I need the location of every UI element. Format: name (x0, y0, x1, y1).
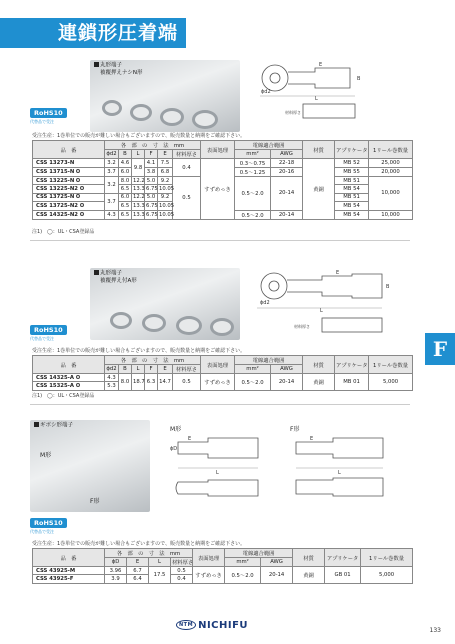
svg-text:B: B (357, 76, 361, 82)
svg-text:E: E (310, 436, 314, 442)
order-note: 受注生産：1巻単位での販売が難しい場合もございますので、販売数量と納期をご確認下さい。 (32, 348, 246, 354)
rohs-badge: RoHS10 代替品で受注 (30, 108, 67, 125)
svg-text:L: L (320, 308, 323, 314)
square-bullet-icon (94, 270, 99, 275)
ul-csa-mark-icon (76, 178, 80, 182)
diagram-label-f: F形 (290, 426, 300, 433)
table-row: CSS 13225-N 3.2 8.0 12.2 5.0 9.2 0.5 0.5〜2.0 20-14 MB 51 10,000 (33, 177, 413, 185)
table-row: CSS 43925-F 3.9 6.4 0.4 (33, 575, 413, 583)
ul-csa-mark-icon (80, 203, 84, 207)
ul-csa-mark-icon (80, 186, 84, 190)
page-title: 連鎖形圧着端子 (0, 18, 186, 48)
svg-text:L: L (338, 470, 341, 476)
rohs-badge: RoHS10 代替品で受注 (30, 325, 67, 342)
table-row: CSS 13273-N 3.2 4.6 9.8 4.1 7.5 0.4 すずめっき 0.3〜0.75 22-18 黄銅 MB 52 25,000 (33, 159, 413, 168)
ul-csa-mark-icon (76, 169, 80, 173)
page-number: 133 (429, 627, 441, 634)
square-bullet-icon (94, 62, 99, 67)
svg-text:ϕD: ϕD (170, 446, 178, 452)
square-bullet-icon (34, 422, 39, 427)
ul-csa-mark-icon (76, 383, 80, 387)
svg-text:L: L (315, 96, 318, 102)
order-note: 受注生産：1巻単位での販売が難しい場合もございますので、販売数量と納期をご確認下さい。 (32, 541, 246, 547)
svg-text:E: E (336, 270, 340, 276)
photo-caption: 丸形端子 被覆押え付A形 (94, 270, 137, 285)
svg-text:L: L (216, 470, 219, 476)
ul-csa-mark-icon (76, 194, 80, 198)
svg-text:材料厚さ: 材料厚さ (294, 324, 310, 329)
svg-text:ϕd2: ϕd2 (260, 300, 270, 306)
table-row: CSS 13725-N2 6.5 13.3 6.75 10.05 MB 54 (33, 202, 413, 210)
svg-text:B: B (386, 284, 390, 290)
product-photo-n-type (90, 60, 240, 132)
diagram-label-m: M形 (170, 426, 182, 433)
section-tab-f[interactable]: F (425, 333, 455, 365)
photo-caption: 丸形端子 被覆押えナシN形 (94, 62, 143, 77)
ul-csa-mark-icon (80, 212, 84, 216)
table-row: CSS 14325-N2 4.3 6.5 13.3 6.75 10.05 0.5〜2.0 20-14 MB 54 10,000 (33, 210, 413, 219)
dimension-diagram-m-type (168, 432, 274, 512)
nichifu-logo: NTM NICHIFU (176, 620, 248, 631)
spec-table-a-type: 品 番 各 部 の 寸 法 mm 表面処理 電線適合範囲 材質 アプリケータ 1リール巻数量 ϕd2 B L F E 材料厚さ mm² AWG CSS 14325-A 4.3 8.0 18.7 6.3 14.7 0.5 すずめっき 0.5〜2.0 20-14 黄銅 MB 01 5,000 CSS 15325-A 5.3 (32, 355, 413, 391)
svg-text:材料厚さ: 材料厚さ (285, 110, 301, 115)
table-row: CSS 13715-N 3.7 6.0 3.8 6.8 0.5〜1.25 20-16 MB 55 20,000 (33, 168, 413, 177)
product-photo-bullet-type (30, 420, 150, 512)
spec-table-bullet-type: 品 番 各 部 の 寸 法 mm 表面処理 電線適合範囲 材質 アプリケータ 1リール巻数量 ϕD E L 材料厚さ mm² AWG CSS 43925-M 3.96 6.7 17.5 0.5 すずめっき 0.5〜2.0 20-14 黄銅 GB 01 5,000 CSS 43925-F 3.9 6.4 0.4 (32, 548, 413, 584)
photo-label-f: F形 (90, 498, 100, 505)
rohs-badge: RoHS10 代替品で受注 (30, 518, 67, 535)
dimension-diagram-f-type (288, 432, 398, 512)
footnote-ul: 注1) ◯：UL・CSA登録品 (32, 229, 95, 235)
spec-table-n-type: 品 番 各 部 の 寸 法 mm 表面処理 電線適合範囲 材質 アプリケータ 1リール巻数量 ϕd2 B L F E 材料厚さ mm² AWG CSS 13273-N 3.2 4.6 9.8 4.1 7.5 0.4 すずめっき 0.3〜0.75 22-18 黄銅 MB 52 25,000 CSS 13715-N 3.7 6.0 3.8 6.8 0.5〜1.25 20-16 MB 55 20,000 CSS 13225-N 3.2 8.0 12.2 5.0 9.2 0.5 0.5〜2.0 20-14 MB 51 10,000 CSS 13225-N2 6.5 13.3 6.75 10.05 MB 54 CSS 13725-N 3.7 6.0 12.2 5.0 9.2 MB 51 CSS 13725-N2 6.5 13.3 6.75 10.05 MB 54 CSS 14325-N2 4.3 6.5 13.3 6.75 10.05 0.5〜2.0 20-14 MB 54 10,000 (32, 140, 413, 220)
table-row: CSS 13225-N2 6.5 13.3 6.75 10.05 MB 54 (33, 185, 413, 193)
table-row: CSS 14325-A 4.3 8.0 18.7 6.3 14.7 0.5 すずめっき 0.5〜2.0 20-14 黄銅 MB 01 5,000 (33, 374, 413, 382)
dimension-diagram-a-type (252, 268, 402, 344)
product-photo-a-type (90, 268, 240, 340)
dimension-diagram-n-type (255, 60, 395, 126)
ul-csa-mark-icon (76, 375, 80, 379)
footnote-ul: 注1) ◯：UL・CSA登録品 (32, 393, 95, 399)
table-row: CSS 43925-M 3.96 6.7 17.5 0.5 すずめっき 0.5〜2.0 20-14 黄銅 GB 01 5,000 (33, 567, 413, 575)
table-row: CSS 13725-N 3.7 6.0 12.2 5.0 9.2 MB 51 (33, 193, 413, 201)
photo-caption: ギボシ形端子 (34, 422, 73, 430)
svg-text:E: E (188, 436, 192, 442)
order-note: 受注生産：1巻単位での販売が難しい場合もございますので、販売数量と納期をご確認下さい。 (32, 133, 246, 139)
photo-label-m: M形 (40, 452, 52, 459)
table-row: CSS 15325-A 5.3 (33, 382, 413, 390)
svg-text:E: E (319, 62, 323, 68)
svg-text:ϕd2: ϕd2 (261, 89, 271, 95)
